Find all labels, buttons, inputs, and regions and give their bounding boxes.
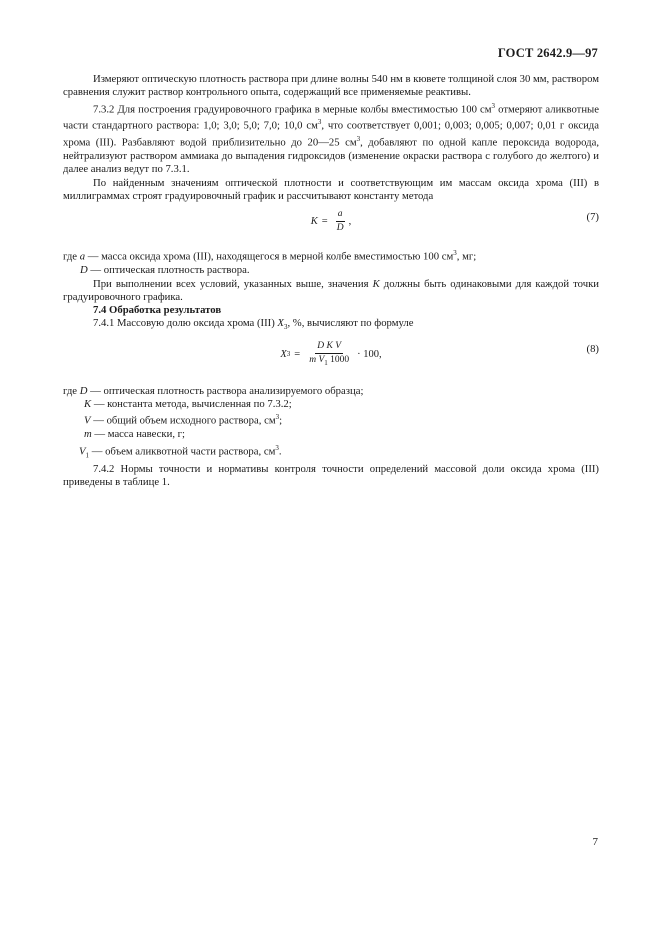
paragraph-7-3-2	[63, 100, 599, 177]
symbol: m	[309, 354, 317, 365]
definition-d	[63, 264, 599, 277]
definition-a	[63, 247, 599, 264]
page-number: 7	[592, 836, 598, 848]
definition-text: — общий объем исходного раствора, см	[90, 415, 276, 427]
formula-fraction	[307, 341, 351, 369]
subscript: 1	[324, 358, 328, 367]
definition-text: — объем аликвотной части раствора, см	[89, 445, 276, 458]
definition-symbol: K	[84, 398, 92, 411]
definition-v	[63, 411, 599, 428]
text-fragment: 7.3.2 Для построения градуировочного графика в мерные колбы вместимостью 100 см	[93, 103, 492, 116]
formula-symbol: K	[310, 216, 318, 228]
definition-text: , мг;	[456, 250, 477, 263]
formula-tail: · 100,	[357, 349, 382, 361]
text-fragment: 7.4.1 Массовую долю оксида хрома (III)	[93, 317, 278, 330]
equation-number: (8)	[586, 342, 599, 355]
formula-8	[63, 341, 599, 375]
fraction-numerator: D K V	[315, 341, 343, 354]
paragraph-calibration-graph: По найденным значениям оптической плотности и соответствующим им массам оксида хрома (III) в миллиграммах строят градуировочный график и рассчитывают константу метода	[63, 176, 599, 203]
subscript: 3	[283, 323, 288, 332]
formula-8-expression	[63, 341, 599, 369]
definition-text: ;	[279, 415, 283, 427]
paragraph-measurement: Измеряют оптическую плотность раствора при длине волны 540 нм в кювете толщиной слоя 30 мм, раствором сравнения служит раствор контрольного опыта, содержащий все применяемые реактивы.	[63, 73, 599, 99]
fraction-denominator: D	[336, 223, 344, 234]
superscript: 3	[453, 249, 457, 258]
superscript: 3	[275, 413, 280, 422]
definition-symbol: D	[80, 264, 88, 277]
text-fragment: должны быть одинаковыми для каждой точки градуировочного графика.	[63, 277, 599, 303]
definitions-list-8	[63, 385, 599, 463]
symbol: K	[372, 277, 380, 290]
text-fragment: , что соответствует 0,001; 0,003; 0,005; 0,007; 0,01 г оксида хрома (III). Разбавляют водой приблизительно до 20—25 см	[63, 120, 599, 149]
definition-symbol: D	[79, 384, 88, 397]
text-fragment: , %, вычисляют по формуле	[287, 317, 414, 330]
paragraph-conditions	[63, 278, 599, 305]
equation-number: (7)	[586, 211, 599, 224]
section-heading-7-4: 7.4 Обработка результатов	[93, 304, 222, 317]
definition-symbol: m	[84, 428, 92, 441]
document-body	[63, 73, 599, 489]
definitions-list-7	[63, 247, 599, 277]
superscript: 3	[491, 101, 496, 110]
formula-punctuation: ,	[348, 216, 352, 228]
formula-operator: =	[294, 349, 301, 361]
definition-symbol: V	[79, 445, 86, 458]
definition-symbol: a	[79, 250, 86, 263]
fraction-numerator: a	[336, 209, 345, 222]
definition-symbol: V	[84, 415, 91, 427]
definition-text: — оптическая плотность раствора анализируемого образца;	[87, 384, 364, 397]
where-word: где	[63, 250, 78, 263]
fraction-denominator	[307, 354, 351, 369]
subscript: 1	[85, 451, 90, 460]
superscript: 3	[317, 118, 322, 127]
text-fragment: отмеряют аликвотные части стандартного раствора: 1,0; 3,0; 5,0; 7,0; 10,0 см	[63, 103, 599, 133]
formula-symbol: X	[280, 349, 287, 361]
where-word: где	[63, 384, 78, 397]
formula-operator: =	[321, 216, 328, 228]
superscript: 3	[275, 443, 279, 452]
superscript: 3	[356, 135, 361, 144]
definition-v1	[63, 442, 599, 463]
definition-text: — масса навески, г;	[91, 428, 186, 441]
definition-m	[63, 428, 599, 441]
formula-fraction	[335, 209, 346, 234]
text-fragment: , добавляют по одной капле пероксида водорода, нейтрализуют раствором аммиака до выпадения гидроксидов (изменение окраски раствора с голубого до желтого) и далее анализ ведут по 7.3.1.	[63, 136, 600, 176]
constant: 1000	[327, 354, 350, 365]
definition-d	[63, 385, 599, 398]
formula-7-expression	[63, 209, 599, 234]
symbol: X	[277, 317, 284, 330]
formula-7	[63, 209, 599, 239]
subscript: 3	[286, 350, 291, 359]
definition-text: — константа метода, вычисленная по 7.3.2;	[91, 398, 292, 411]
document-header: ГОСТ 2642.9—97	[497, 46, 598, 60]
paragraph-7-4-2: 7.4.2 Нормы точности и нормативы контроля точности определений массовой доли оксида хрома (III) приведены в таблице 1.	[63, 462, 599, 488]
symbol: V	[318, 354, 325, 365]
text-fragment: При выполнении всех условий, указанных выше, значения	[93, 277, 373, 290]
paragraph-7-4-1	[63, 317, 599, 334]
definition-text: .	[278, 445, 282, 458]
definition-text: — масса оксида хрома (III), находящегося в мерной колбе вместимостью 100 см	[85, 250, 454, 263]
definition-text: — оптическая плотность раствора.	[87, 264, 250, 277]
definition-k	[63, 398, 599, 411]
